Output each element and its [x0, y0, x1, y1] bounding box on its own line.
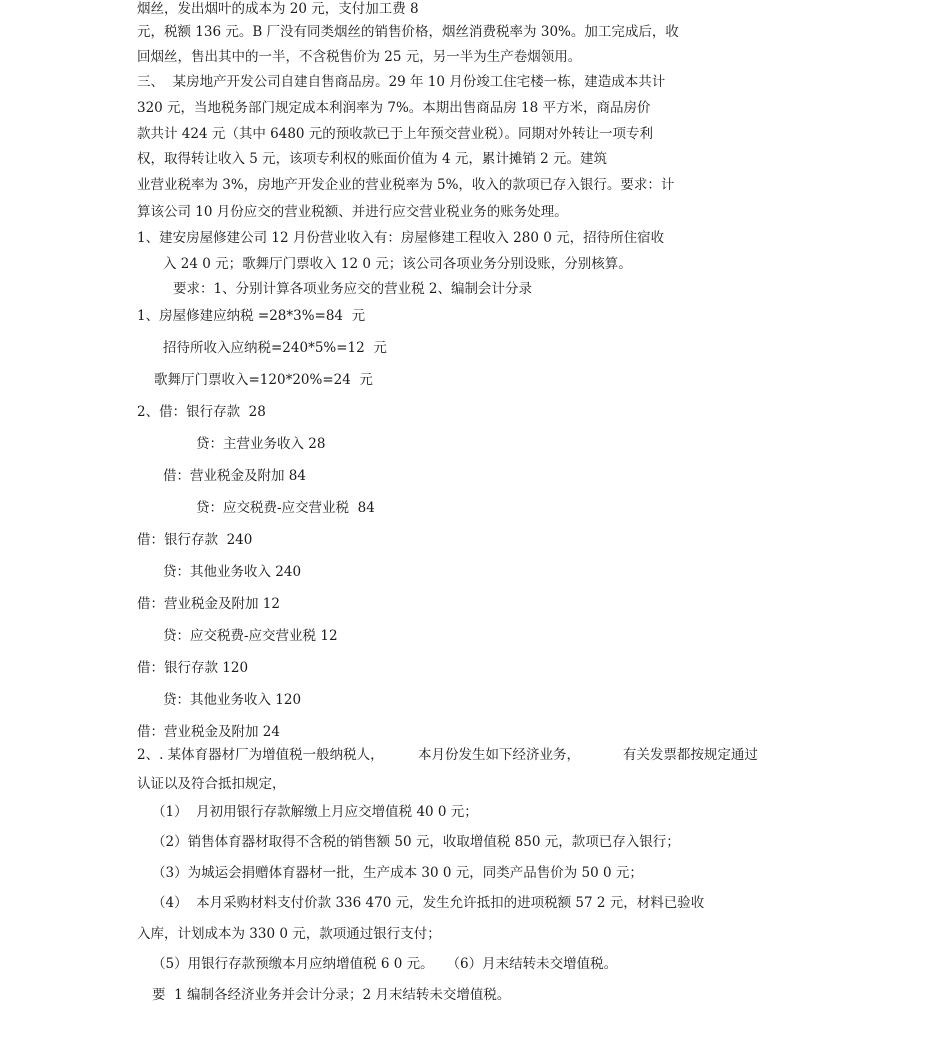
text-line: 1、建安房屋修建公司 12 月份营业收入有：房屋修建工程收入 280 0 元，招待所住宿收 [137, 230, 665, 246]
text-line: 贷：主营业务收入 28 [196, 436, 326, 452]
text-line: 元，税额 136 元。B 厂没有同类烟丝的销售价格，烟丝消费税率为 30%。加工完成后，收 [137, 24, 679, 40]
text-line: 业营业税率为 3%，房地产开发企业的营业税率为 5%，收入的款项已存入银行。要求：计 [137, 177, 675, 193]
text-line: 认证以及符合抵扣规定， [137, 776, 286, 792]
text-line: 款共计 424 元（其中 6480 元的预收款已于上年预交营业税）。同期对外转让一项专利 [137, 126, 654, 142]
text-line: 贷：应交税费-应交营业税 12 [163, 628, 338, 644]
text-line: 借：银行存款 240 [137, 532, 253, 548]
text-line: 权，取得转让收入 5 元，该项专利权的账面价值为 4 元，累计摊销 2 元。建筑 [137, 151, 608, 167]
text-line: 借：银行存款 120 [137, 660, 249, 676]
text-line: （1） 月初用银行存款解缴上月应交增值税 40 0 元； [152, 804, 478, 820]
text-line: （5）用银行存款预缴本月应纳增值税 6 0 元。 （6）月末结转未交增值税。 [152, 956, 618, 972]
text-line: 借：营业税金及附加 12 [137, 596, 280, 612]
text-line: 入 24 0 元；歌舞厅门票收入 12 0 元；该公司各项业务分别设账，分别核算。 [163, 256, 632, 272]
text-line: 贷：其他业务收入 120 [163, 692, 302, 708]
text-line: （2）销售体育器材取得不含税的销售额 50 元，收取增值税 850 元，款项已存入银行； [152, 834, 680, 850]
text-line: 2、. 某体育器材厂为增值税一般纳税人， 本月份发生如下经济业务， 有关发票都按规定通过 [137, 747, 758, 763]
text-line: 歌舞厅门票收入=120*20%=24 元 [154, 372, 373, 388]
text-line: 借：营业税金及附加 24 [137, 724, 280, 740]
text-line: 320 元，当地税务部门规定成本利润率为 7%。本期出售商品房 18 平方米，商品房价 [137, 100, 651, 116]
text-line: 1、房屋修建应纳税 =28*3%=84 元 [137, 308, 366, 324]
text-line: 借：营业税金及附加 84 [163, 468, 306, 484]
text-line: 招待所收入应纳税=240*5%=12 元 [163, 340, 387, 356]
text-line: 三、 某房地产开发公司自建自售商品房。29 年 10 月份竣工住宅楼一栋，建造成本共计 [137, 74, 666, 90]
text-line: 2、借：银行存款 28 [137, 404, 266, 420]
text-line: 回烟丝，售出其中的一半，不含税售价为 25 元，另一半为生产卷烟领用。 [137, 49, 582, 65]
text-line: 要求：1、分别计算各项业务应交的营业税 2、编制会计分录 [173, 281, 532, 297]
text-line: 入库，计划成本为 330 0 元，款项通过银行支付； [137, 926, 441, 942]
text-line: 贷：其他业务收入 240 [163, 564, 302, 580]
text-line: （3）为城运会捐赠体育器材一批，生产成本 30 0 元，同类产品售价为 50 0 元； [152, 865, 643, 881]
text-line: 要 1 编制各经济业务并会计分录；2 月末结转未交增值税。 [152, 987, 511, 1003]
text-line: 算该公司 10 月份应交的营业税额、并进行应交营业税业务的账务处理。 [137, 204, 568, 220]
text-line: （4） 本月采购材料支付价款 336 470 元，发生允许抵扣的进项税额 57 2 元，材料已验收 [152, 895, 705, 911]
text-line: 烟丝，发出烟叶的成本为 20 元，支付加工费 8 [137, 1, 419, 17]
text-line: 贷：应交税费-应交营业税 84 [196, 500, 375, 516]
